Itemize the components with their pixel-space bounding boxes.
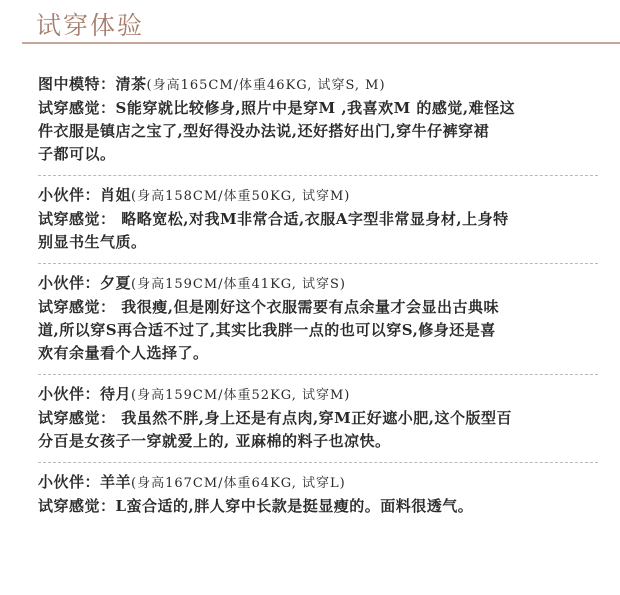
dashed-divider bbox=[38, 462, 598, 463]
reviewer-name: 小伙伴：羊羊 bbox=[38, 473, 132, 491]
reviewer-name: 小伙伴：夕夏 bbox=[38, 274, 132, 292]
review-item-qingcha bbox=[38, 73, 598, 166]
review-item-xiaojie bbox=[38, 184, 598, 254]
section-title: 试穿体验 bbox=[36, 11, 145, 40]
reviewer-measurements: (身高158CM/体重50KG, 试穿M) bbox=[131, 189, 351, 204]
review-name-line bbox=[38, 184, 598, 208]
reviewer-measurements: (身高159CM/体重41KG, 试穿S) bbox=[131, 277, 346, 292]
reviewer-measurements: (身高159CM/体重52KG, 试穿M) bbox=[131, 388, 351, 403]
review-text-line: 分百是女孩子一穿就爱上的, 亚麻棉的料子也凉快。 bbox=[38, 432, 391, 450]
reviewer-measurements: (身高165CM/体重46KG, 试穿S, M) bbox=[146, 78, 386, 93]
review-text-line: 试穿感觉： 我很瘦,但是刚好这个衣服需要有点余量才会显出古典味 bbox=[38, 298, 499, 316]
dashed-divider bbox=[38, 374, 598, 375]
review-text-line: 试穿感觉： 略略宽松,对我M非常合适,衣服A字型非常显身材,上身特 bbox=[38, 210, 509, 228]
review-name-line bbox=[38, 272, 598, 296]
review-text-line: 件衣服是镇店之宝了,型好得没办法说,还好搭好出门,穿牛仔裤穿裙 bbox=[38, 122, 490, 140]
dashed-divider bbox=[38, 263, 598, 264]
reviewer-name: 小伙伴：待月 bbox=[38, 385, 132, 403]
review-text-line: 试穿感觉：S能穿就比较修身,照片中是穿M ,我喜欢M 的感觉,难怪这 bbox=[38, 99, 516, 117]
review-text-line: 试穿感觉：L蛮合适的,胖人穿中长款是挺显瘦的。面料很透气。 bbox=[38, 497, 474, 515]
review-text-line: 道,所以穿S再合适不过了,其实比我胖一点的也可以穿S,修身还是喜 bbox=[38, 321, 496, 339]
review-list bbox=[38, 73, 598, 518]
review-name-line bbox=[38, 471, 598, 495]
review-item-yangyang bbox=[38, 471, 598, 518]
review-text-line: 试穿感觉： 我虽然不胖,身上还是有点肉,穿M正好遮小肥,这个版型百 bbox=[38, 409, 512, 427]
review-item-daiyue bbox=[38, 383, 598, 453]
header-underline bbox=[22, 42, 620, 44]
review-name-line bbox=[38, 73, 598, 97]
dashed-divider bbox=[38, 175, 598, 176]
reviewer-name: 图中模特：清茶 bbox=[38, 75, 147, 93]
review-text-line: 别显书生气质。 bbox=[38, 233, 147, 251]
section-header bbox=[0, 0, 620, 52]
review-text-line: 子都可以。 bbox=[38, 145, 116, 163]
review-item-xixia bbox=[38, 272, 598, 365]
reviewer-name: 小伙伴：肖姐 bbox=[38, 186, 132, 204]
reviewer-measurements: (身高167CM/体重64KG, 试穿L) bbox=[131, 476, 346, 491]
review-name-line bbox=[38, 383, 598, 407]
review-text-line: 欢有余量看个人选择了。 bbox=[38, 344, 209, 362]
